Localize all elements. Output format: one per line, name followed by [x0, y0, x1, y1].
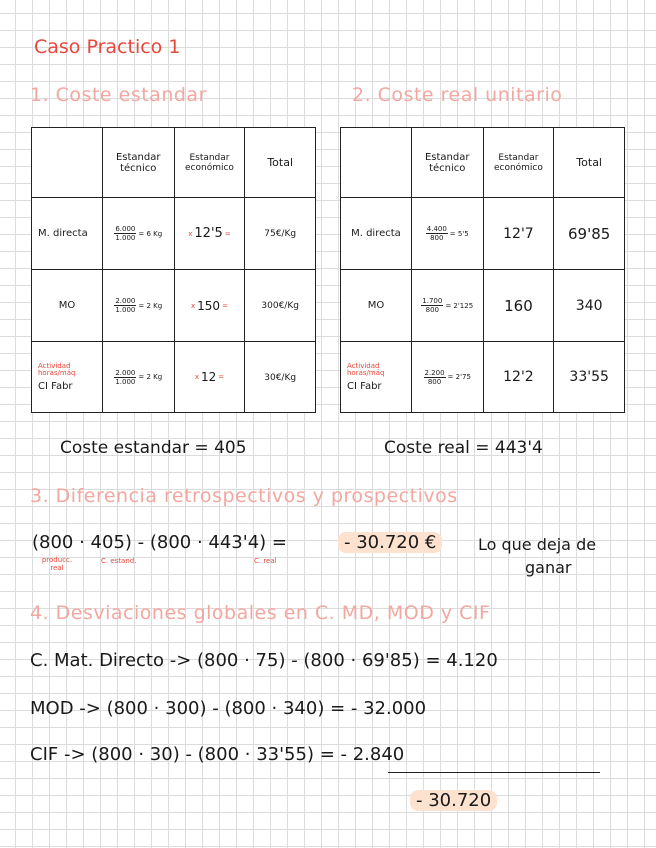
sum-divider [388, 772, 600, 773]
economic-value: 12 [200, 370, 217, 384]
total-value: 300€/Kg [261, 301, 299, 311]
table-corner-cell [32, 128, 103, 198]
difference-result: - 30.720 € [338, 532, 442, 553]
deviation-line-md: C. Mat. Directo -> (800 · 75) - (800 · 69'85) = 4.120 [30, 650, 498, 671]
fraction: $\frac{2.000}{1.000}$ [115, 297, 136, 314]
subscript-standard-cost: C. estand. [101, 557, 137, 565]
table-corner-cell [341, 128, 412, 198]
equals-sign: = [222, 301, 228, 310]
difference-note-2: ganar [525, 558, 572, 577]
deviation-total: - 30.720 [410, 790, 497, 811]
multiply-sign: x [194, 373, 199, 381]
page-title: Caso Practico 1 [34, 36, 181, 58]
row-label: CI Fabr [347, 380, 382, 392]
real-cost-table [340, 127, 625, 413]
fraction: $\frac{2.000}{1.000}$ [115, 368, 136, 386]
table-row [32, 198, 316, 270]
multiply-sign: x [188, 229, 193, 238]
table-row [341, 198, 625, 270]
fraction-result: = 2 Kg [138, 373, 163, 381]
table-row [32, 270, 316, 342]
economic-value: 160 [504, 296, 533, 315]
col-header-technical: Estandar técnico [102, 128, 174, 198]
deviation-line-mod: MOD -> (800 · 300) - (800 · 340) = - 32.000 [30, 698, 427, 719]
deviation-line-cif: CIF -> (800 · 30) - (800 · 33'55) = - 2.840 [30, 744, 405, 765]
fraction: $\frac{2.200}{800}$ [424, 368, 445, 386]
total-value: 69'85 [567, 224, 611, 243]
total-value: 33'55 [569, 369, 609, 385]
row-note: Actividad horas/máq [347, 361, 385, 377]
row-label: MO [58, 300, 76, 311]
real-cost-result: Coste real = 443'4 [384, 438, 543, 458]
subscript-real-cost: C. real [254, 557, 277, 565]
economic-value: 12'2 [503, 369, 534, 385]
fraction-result: = 2'75 [447, 373, 471, 381]
table-header-row [341, 128, 625, 198]
row-label: CI Fabr [38, 380, 73, 392]
standard-cost-result: Coste estandar = 405 [60, 438, 247, 458]
table-row [341, 270, 625, 342]
row-label: MO [367, 300, 385, 311]
col-header-technical: Estandar técnico [411, 128, 483, 198]
section4-heading: 4. Desviaciones globales en C. MD, MOD y CIF [30, 602, 491, 624]
total-value: 30€/Kg [264, 372, 297, 383]
difference-formula: (800 · 405) - (800 · 443'4) = [32, 532, 287, 553]
col-header-total: Total [554, 128, 625, 198]
subscript-real-production: producc. real [41, 556, 73, 572]
col-header-total: Total [245, 128, 316, 198]
section2-heading: 2. Coste real unitario [352, 84, 563, 106]
fraction: $\frac{1.700}{800}$ [422, 297, 443, 314]
economic-value: 150 [197, 298, 221, 313]
section3-heading: 3. Diferencia retrospectivos y prospectivos [30, 485, 458, 507]
table-row [341, 342, 625, 413]
fraction-result: = 6 Kg [138, 229, 163, 238]
table-row [32, 342, 316, 413]
multiply-sign: x [191, 301, 196, 310]
fraction-result: = 2'125 [445, 301, 474, 310]
row-note: Actividad horas/máq [38, 361, 76, 377]
economic-value: 12'7 [503, 225, 534, 242]
row-label: M. directa [38, 228, 88, 239]
difference-note: Lo que deja de [478, 535, 597, 554]
fraction: $\frac{6.000}{1.000}$ [115, 225, 136, 242]
col-header-economic: Estandar económico [483, 128, 554, 198]
economic-value: 12'5 [194, 226, 223, 241]
equals-sign: = [218, 373, 225, 381]
equals-sign: = [224, 229, 231, 238]
section1-heading: 1. Coste estandar [30, 84, 207, 106]
total-value: 340 [575, 297, 603, 314]
fraction: $\frac{4.400}{800}$ [426, 225, 447, 242]
row-label: M. directa [351, 228, 401, 239]
fraction-result: = 2 Kg [138, 301, 163, 310]
fraction-result: = 5'5 [449, 229, 469, 238]
standard-cost-table [31, 127, 316, 413]
col-header-economic: Estandar económico [174, 128, 245, 198]
table-header-row [32, 128, 316, 198]
total-value: 75€/Kg [264, 229, 297, 239]
